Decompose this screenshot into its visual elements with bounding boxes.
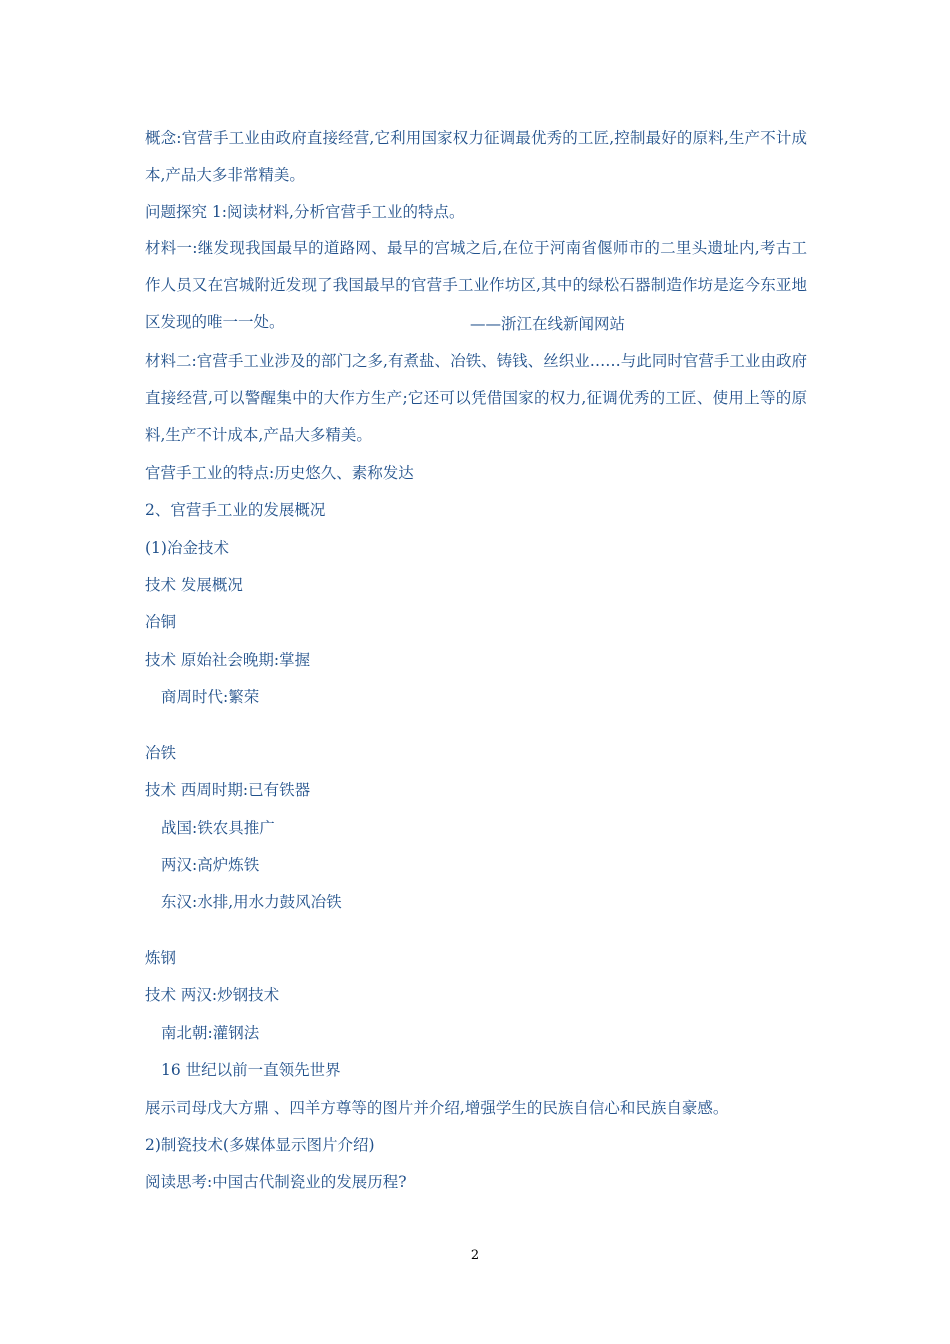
reading-question: 阅读思考:中国古代制瓷业的发展历程? (145, 1173, 407, 1191)
subsection-metallurgy: (1)冶金技术 (145, 539, 229, 557)
question-1: 问题探究 1:阅读材料,分析官营手工业的特点。 (145, 203, 465, 221)
page-number: 2 (470, 1248, 480, 1263)
steel-row-2: 南北朝:灌钢法 (161, 1024, 260, 1042)
steel-row-1: 技术 两汉:炒钢技术 (145, 986, 280, 1004)
features-line: 官营手工业的特点:历史悠久、素称发达 (145, 464, 414, 482)
material-1-paragraph: 材料一:继发现我国最早的道路网、最早的宫城之后,在位于河南省偃师市的二里头遗址内,考古工作人员又在宫城附近发现了我国最早的官营手工业作坊区,其中的绿松石器制造作坊是迄今东亚地区发现的唯一一处。 (145, 239, 807, 331)
concept-paragraph: 概念:官营手工业由政府直接经营,它利用国家权力征调最优秀的工匠,控制最好的原料,生产不计成本,产品大多非常精美。 (145, 129, 807, 184)
material-1-source: ——浙江在线新闻网站 (470, 315, 626, 333)
steel-row-3: 16 世纪以前一直领先世界 (161, 1061, 341, 1079)
iron-row-4: 东汉:水排,用水力鼓风冶铁 (161, 893, 342, 911)
subsection-porcelain: 2)制瓷技术(多媒体显示图片介绍) (145, 1136, 375, 1154)
material-2-paragraph: 材料二:官营手工业涉及的部门之多,有煮盐、冶铁、铸钱、丝织业……与此同时官营手工业由政府直接经营,可以警醒集中的大作方生产;它还可以凭借国家的权力,征调优秀的工匠、使用上等的原料,生产不计成本,产品大多精美。 (145, 352, 807, 444)
iron-row-1: 技术 西周时期:已有铁器 (145, 781, 311, 799)
copper-row-2: 商周时代:繁荣 (161, 688, 260, 706)
table-header: 技术 发展概况 (145, 576, 243, 594)
iron-row-3: 两汉:高炉炼铁 (161, 856, 260, 874)
steel-title: 炼钢 (145, 949, 177, 967)
copper-row-1: 技术 原始社会晚期:掌握 (145, 651, 311, 669)
show-images-line: 展示司母戊大方鼎 、四羊方尊等的图片并介绍,增强学生的民族自信心和民族自豪感。 (145, 1099, 729, 1117)
section-2-heading: 2、官营手工业的发展概况 (145, 501, 326, 519)
iron-row-2: 战国:铁农具推广 (161, 819, 275, 837)
iron-title: 冶铁 (145, 744, 177, 762)
copper-title: 冶铜 (145, 613, 177, 631)
